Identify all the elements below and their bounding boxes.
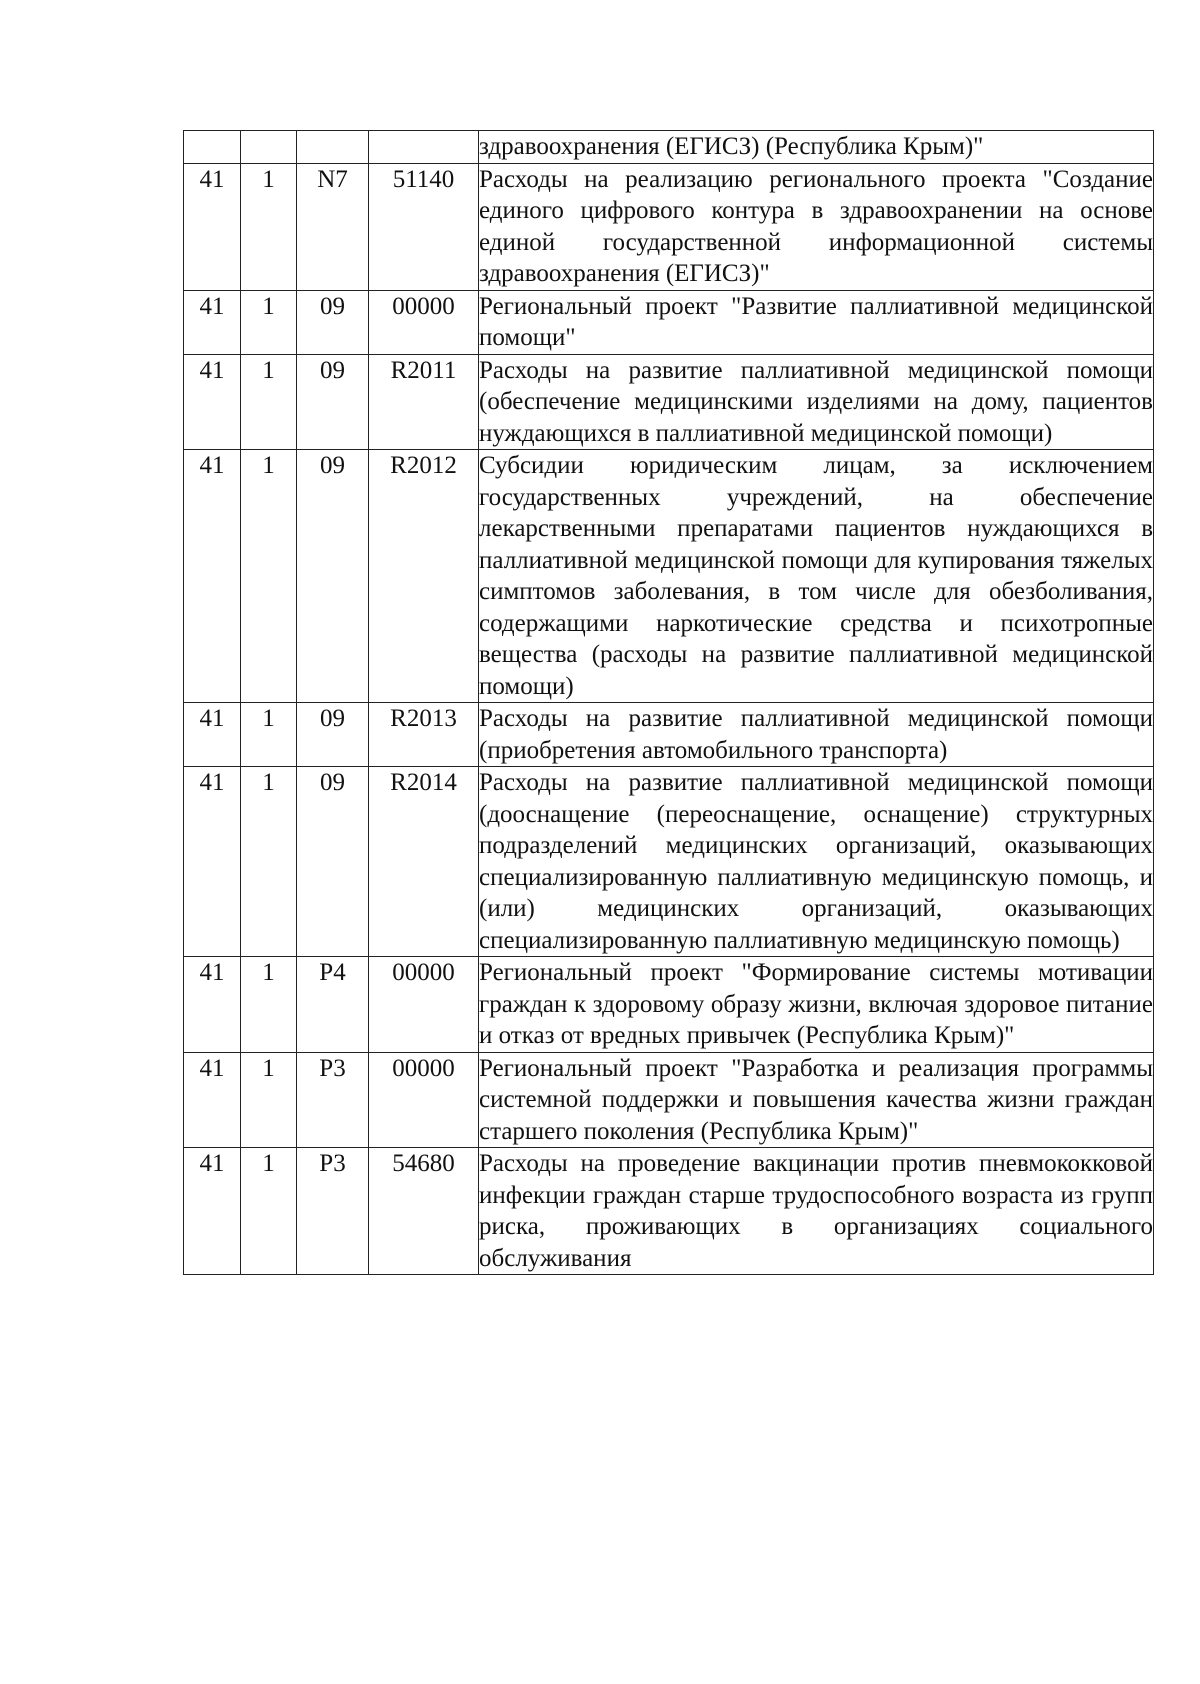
description-cell: Субсидии юридическим лицам, за исключением государственных учреждений, на обеспечение лекарственными препаратами пациентов нуждающихся в паллиативной медицинской помощи для купирования тяжелых симптомов заболевания, в том числе для обезболивания, содержащими наркотические средства и психотропные вещества (расходы на развитие паллиативной медицинской помощи) [479, 450, 1154, 703]
code-subprogram-cell: 1 [241, 354, 297, 450]
code-program-cell [184, 131, 241, 164]
code-direction-cell: 00000 [369, 290, 479, 354]
code-direction-cell: 00000 [369, 1052, 479, 1148]
code-subprogram-cell: 1 [241, 290, 297, 354]
code-project-cell: 09 [297, 450, 369, 703]
table-row [184, 450, 1154, 703]
code-program-cell: 41 [184, 354, 241, 450]
code-subprogram-cell [241, 131, 297, 164]
code-direction-cell [369, 131, 479, 164]
table-row [184, 957, 1154, 1053]
code-subprogram-cell: 1 [241, 957, 297, 1053]
code-project-cell: N7 [297, 163, 369, 290]
code-direction-cell: 54680 [369, 1148, 479, 1275]
table-row [184, 163, 1154, 290]
code-direction-cell: R2011 [369, 354, 479, 450]
table-row [184, 703, 1154, 767]
table-row [184, 767, 1154, 957]
description-cell: здравоохранения (ЕГИСЗ) (Республика Крым)" [479, 131, 1154, 164]
code-direction-cell: R2012 [369, 450, 479, 703]
table-body [184, 131, 1154, 1275]
code-subprogram-cell: 1 [241, 703, 297, 767]
code-program-cell: 41 [184, 290, 241, 354]
code-project-cell: 09 [297, 703, 369, 767]
code-program-cell: 41 [184, 957, 241, 1053]
description-cell: Региональный проект "Формирование системы мотивации граждан к здоровому образу жизни, включая здоровое питание и отказ от вредных привычек (Республика Крым)" [479, 957, 1154, 1053]
code-subprogram-cell: 1 [241, 1148, 297, 1275]
code-program-cell: 41 [184, 1052, 241, 1148]
description-cell: Расходы на развитие паллиативной медицинской помощи (обеспечение медицинскими изделиями на дому, пациентов нуждающихся в паллиативной медицинской помощи) [479, 354, 1154, 450]
code-direction-cell: 51140 [369, 163, 479, 290]
code-subprogram-cell: 1 [241, 767, 297, 957]
description-cell: Расходы на реализацию регионального проекта "Создание единого цифрового контура в здравоохранении на основе единой государственной информационной системы здравоохранения (ЕГИСЗ)" [479, 163, 1154, 290]
code-program-cell: 41 [184, 1148, 241, 1275]
code-direction-cell: R2014 [369, 767, 479, 957]
code-direction-cell: 00000 [369, 957, 479, 1053]
description-cell: Региональный проект "Развитие паллиативной медицинской помощи" [479, 290, 1154, 354]
code-project-cell [297, 131, 369, 164]
code-program-cell: 41 [184, 703, 241, 767]
table-row [184, 354, 1154, 450]
code-project-cell: 09 [297, 354, 369, 450]
code-program-cell: 41 [184, 163, 241, 290]
code-subprogram-cell: 1 [241, 1052, 297, 1148]
code-project-cell: P3 [297, 1148, 369, 1275]
code-direction-cell: R2013 [369, 703, 479, 767]
description-cell: Региональный проект "Разработка и реализация программы системной поддержки и повышения качества жизни граждан старшего поколения (Республика Крым)" [479, 1052, 1154, 1148]
code-subprogram-cell: 1 [241, 450, 297, 703]
description-cell: Расходы на развитие паллиативной медицинской помощи (приобретения автомобильного транспорта) [479, 703, 1154, 767]
code-program-cell: 41 [184, 450, 241, 703]
table-row [184, 1148, 1154, 1275]
budget-classification-table [183, 130, 1154, 1275]
code-project-cell: 09 [297, 290, 369, 354]
code-project-cell: P4 [297, 957, 369, 1053]
code-program-cell: 41 [184, 767, 241, 957]
table-row [184, 290, 1154, 354]
description-cell: Расходы на проведение вакцинации против пневмококковой инфекции граждан старше трудоспособного возраста из групп риска, проживающих в организациях социального обслуживания [479, 1148, 1154, 1275]
table-row [184, 131, 1154, 164]
code-project-cell: 09 [297, 767, 369, 957]
code-subprogram-cell: 1 [241, 163, 297, 290]
code-project-cell: P3 [297, 1052, 369, 1148]
table-row [184, 1052, 1154, 1148]
description-cell: Расходы на развитие паллиативной медицинской помощи (дооснащение (переоснащение, оснащение) структурных подразделений медицинских организаций, оказывающих специализированную паллиативную медицинскую помощь, и (или) медицинских организаций, оказывающих специализированную паллиативную медицинскую помощь) [479, 767, 1154, 957]
